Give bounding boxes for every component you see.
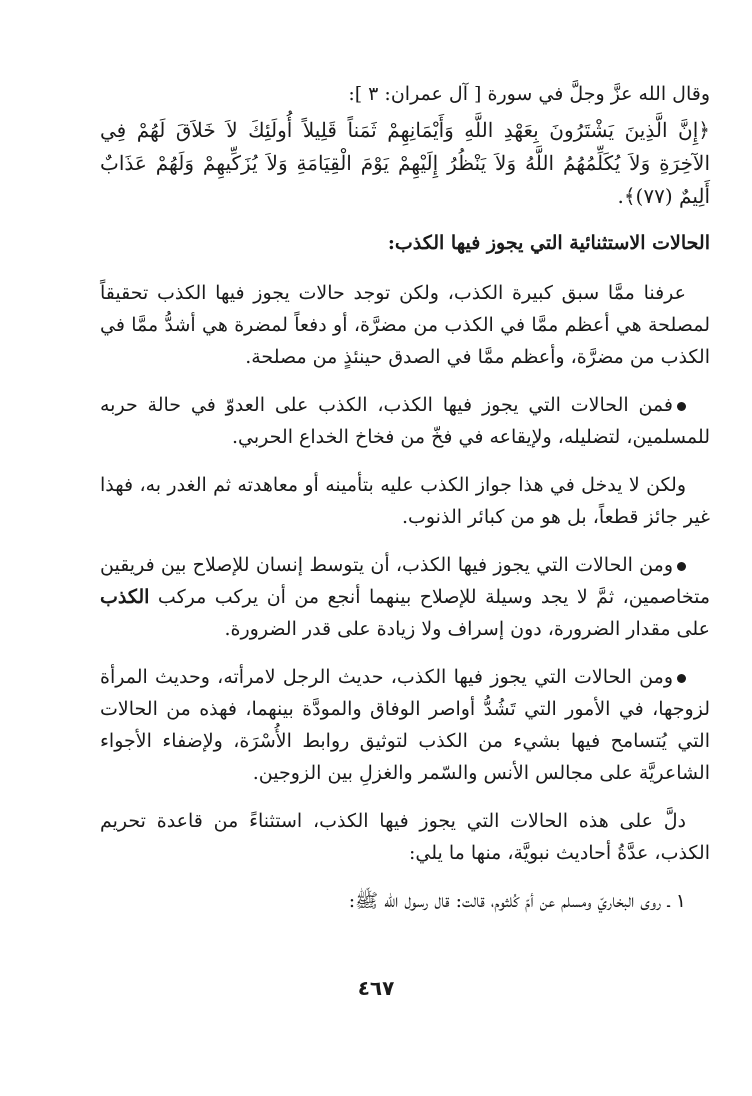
page-body — [100, 78, 710, 933]
paragraph-text-end: على مقدار الضرورة، دون إسراف ولا زيادة على قدر الضرورة. — [224, 618, 710, 640]
bullet-paragraph-enemy — [100, 389, 710, 453]
paragraph-intro: عرفنا ممَّا سبق كبيرة الكذب، ولكن توجد حالات يجوز فيها الكذب تحقيقاً لمصلحة هي أعظم ممَّا في الكذب من مضرَّة، أو دفعاً لمضرة هي أشدُّ ممَّا في الكذب من مضرَّة، وأعظم ممَّا في الصدق حينئذٍ من مصلحة. — [100, 282, 710, 368]
bullet-paragraph-reconciliation — [100, 549, 710, 645]
section-heading: الحالات الاستثنائية التي يجوز فيها الكذب: — [387, 232, 710, 254]
paragraph-text-start: ومن الحالات التي يجوز فيها الكذب، أن يتوسط إنسان للإصلاح بين فريقين متخاصمين، ثمَّ لا يجد وسيلة للإصلاح بينهما أنجع من أن يركب مركب — [100, 554, 710, 608]
intro-line: وقال الله عزَّ وجلَّ في سورة [ آل عمران: ٣ ]: — [348, 83, 710, 105]
hadith-intro: ١ ـ روى البخاريّ ومسلم عن أمّ كُلثوم، قالت: قال رسول الله ﷺ: — [348, 890, 686, 912]
emphasized-word: الكذب — [100, 586, 150, 608]
bullet-paragraph-spouses — [100, 661, 710, 789]
bullet-icon — [677, 402, 686, 411]
page-number: ٤٦٧ — [357, 976, 395, 1000]
paragraph-text: ومن الحالات التي يجوز فيها الكذب، حديث الرجل لامرأته، وحديث المرأة لزوجها، في الأمور التي تَشُدُّ أواصر الوفاق والمودَّة بينهما، فهذه من الحالات التي يُتسامح فيها بشيء من الكذب لتوثيق روابط الأُسْرَة، ولإضفاء الأجواء الشاعريَّة على مجالس الأنس والسّمر والغزلِ بين الزوجين. — [100, 666, 710, 784]
quran-verse: ﴿إِنَّ الَّذِينَ يَشْتَرُونَ بِعَهْدِ اللَّهِ وَأَيْمَانِهِمْ ثَمَناً قَلِيلاً أُولَئِكَ لاَ خَلاَقَ لَهُمْ فِي الآخِرَةِ وَلاَ يُكَلِّمُهُمُ اللَّهُ وَلاَ يَنْظُرُ إِلَيْهِمْ يَوْمَ الْقِيَامَةِ وَلاَ يُزَكِّيهِمْ وَلَهُمْ عَذَابٌ أَلِيمٌ (٧٧)﴾. — [100, 118, 710, 208]
paragraph-treachery: ولكن لا يدخل في هذا جواز الكذب عليه بتأمينه أو معاهدته ثم الغدر به، فهذا غير جائز قطعاً، بل هو من كبائر الذنوب. — [100, 474, 710, 528]
bullet-icon — [677, 674, 686, 683]
bullet-icon — [677, 562, 686, 571]
paragraph-text: فمن الحالات التي يجوز فيها الكذب، الكذب على العدوّ في حالة حربه للمسلمين، لتضليله، ولإيقاعه في فخّ من فخاخ الخداع الحربي. — [100, 394, 710, 448]
paragraph-evidence: دلَّ على هذه الحالات التي يجوز فيها الكذب، استثناءً من قاعدة تحريم الكذب، عدَّةُ أحاديث نبويَّة، منها ما يلي: — [100, 810, 710, 864]
